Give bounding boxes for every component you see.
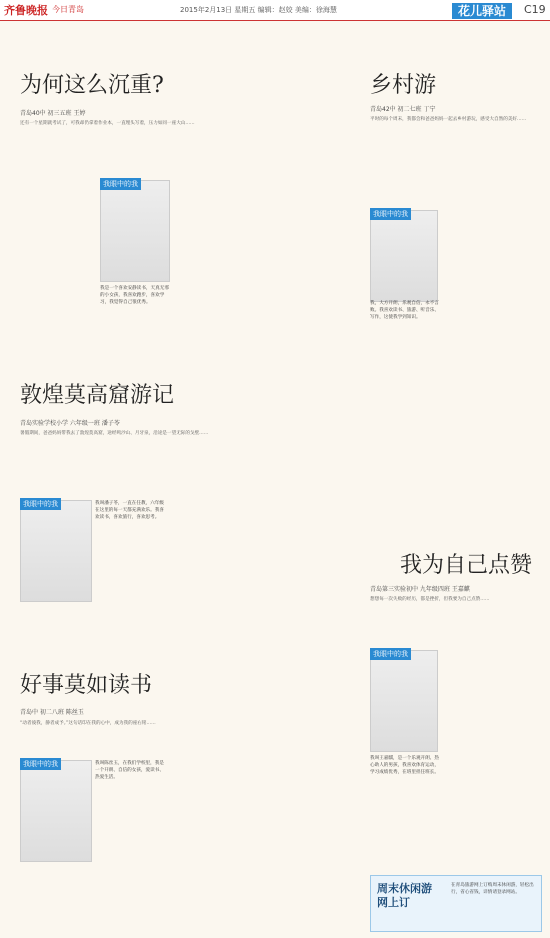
article-title: 乡村游 xyxy=(370,73,437,98)
section-small: 今日青岛 xyxy=(52,5,84,14)
article-title: 为何这么沉重? xyxy=(20,73,164,98)
dateline: 2015年2月13日 星期五 编辑：赵姣 美编：徐海慧 xyxy=(180,6,337,14)
photo-label: 我眼中的我 xyxy=(370,208,411,220)
article-title: 我为自己点赞 xyxy=(400,553,533,578)
article-body: 还有一个星期就考试了，可我却仍拿着作业本，一直埋头写着，压力如同一座大山…… xyxy=(20,121,195,126)
article-title: 敦煌莫高窟游记 xyxy=(20,383,175,408)
article-body: 想想每一次失败的经历，都是挫折，但我要为自己点赞…… xyxy=(370,597,490,602)
promo-box xyxy=(370,875,542,932)
self-description: 我，大方开朗，乐观自信，永不言败。我喜欢读书、旅游、听音乐、写作，这使我学到知识。 xyxy=(370,301,439,320)
page-number: C19 xyxy=(524,3,546,16)
article-author: 青岛40中 初三五班 王婷 xyxy=(20,110,86,117)
article-author: 青岛实验学校小学 六年级一班 潘子苓 xyxy=(20,420,120,427)
self-description: 我是一个喜欢安静读书，天真无邪的小女孩，我喜欢跑步，喜欢学习，我觉得自己很优秀。 xyxy=(100,286,169,305)
promo-text: 在青岛旅游网上订购周末休闲游，轻松出行，省心省钱，详情请登录网站。 xyxy=(451,883,534,895)
section-tab: 花儿驿站 xyxy=(452,3,512,19)
article-author: 青岛第三实验初中 九年级四班 王嘉麒 xyxy=(370,586,470,593)
photo-label: 我眼中的我 xyxy=(370,648,411,660)
article-body: 平时的每个周末，我都会和爸爸妈妈一起去乡村游玩，感受大自然的美好…… xyxy=(370,117,527,122)
article-title: 好事莫如读书 xyxy=(20,673,153,698)
photo-label: 我眼中的我 xyxy=(20,758,61,770)
photo-label: 我眼中的我 xyxy=(20,498,61,510)
article-author: 青岛中 初二八班 陈丝玉 xyxy=(20,709,84,716)
photo-label: 我眼中的我 xyxy=(100,178,141,190)
brand-logo: 齐鲁晚报 xyxy=(4,4,48,17)
article-body: 暑假期间，爸爸妈妈带我去了敦煌莫高窟，途经鸣沙山、月牙泉，沿途是一望无际的戈壁…… xyxy=(20,431,209,436)
article-body: “动者彼我，静者成予。”这句话印在我的心中，成为我的座右铭…… xyxy=(20,721,156,726)
article-author: 青岛42中 初二七班 丁宁 xyxy=(370,106,436,113)
promo-title: 周末休闲游 网上订 xyxy=(377,882,432,909)
self-description: 我叫潘子苓，一直在任教，六年级在这里的每一天都充满欢乐。我喜欢读书，喜欢旅行，喜欢思考。 xyxy=(95,501,164,520)
self-description: 我叫王嘉麒，是一个乐观开朗、热心助人的男孩，我喜欢体育运动，学习成绩优秀，在班里担任班长。 xyxy=(370,756,439,775)
self-description: 我叫陈丝玉，在我们学校里，我是一个开朗、自信的女孩，爱读书、热爱生活。 xyxy=(95,761,164,780)
